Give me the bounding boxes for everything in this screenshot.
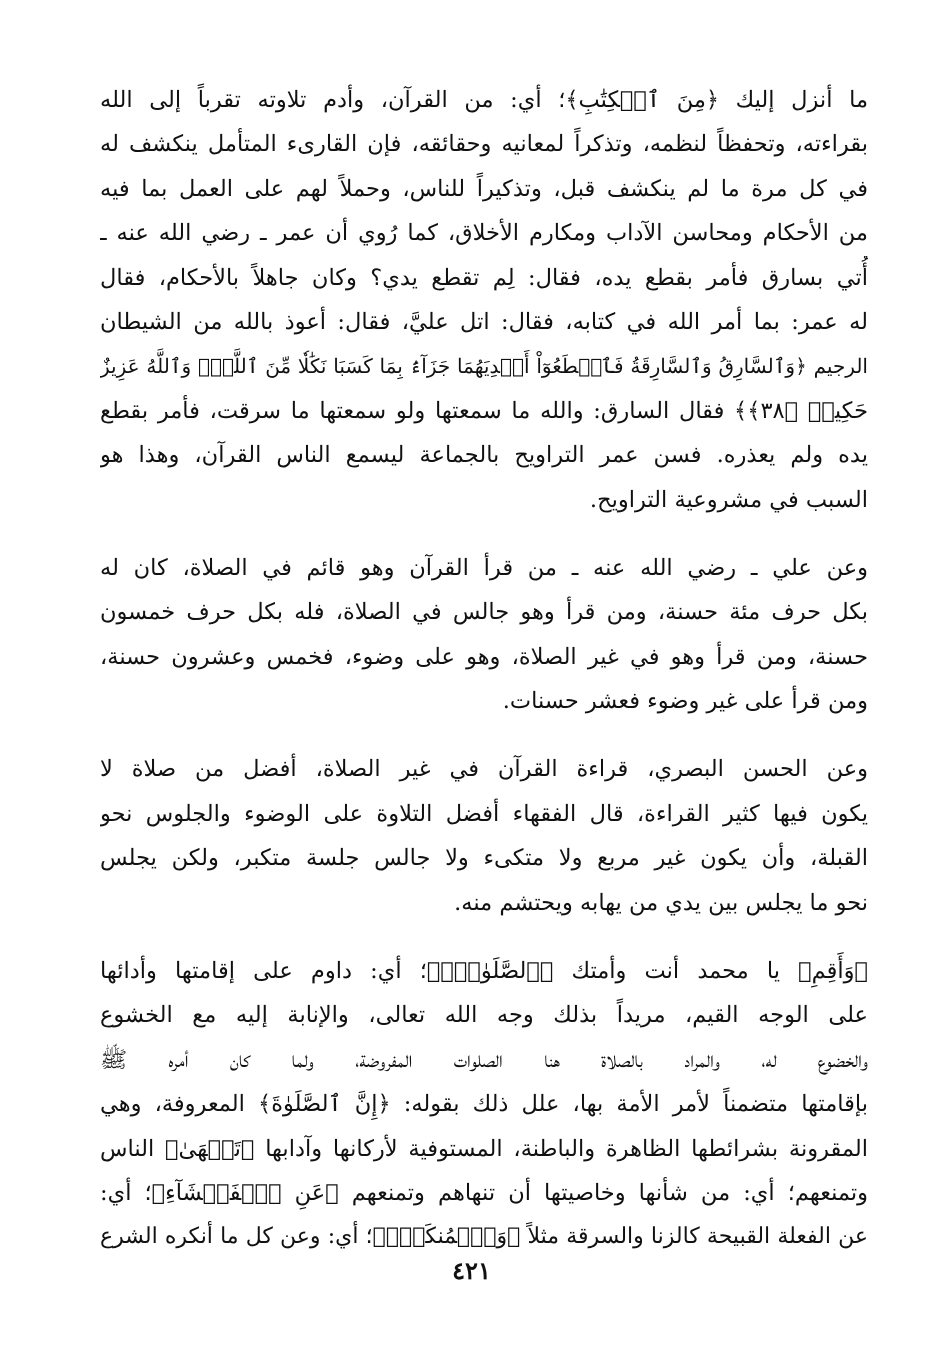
- paragraph-1: [100, 78, 868, 522]
- text-line: وتمنعهم؛ أي: من شأنها وخاصيتها أن تنهاهم وتمنعهم ﴿عَنِ ٱلۡفَحۡشَآءِ﴾؛ أي:: [100, 1179, 868, 1206]
- text-line: يكون فيها كثير القراءة، قال الفقهاء أفضل التلاوة على الوضوء والجلوس نحو: [100, 800, 868, 827]
- page-number: ٤٢١: [452, 1256, 491, 1285]
- paragraph-gap: [100, 925, 868, 949]
- text-line: بإقامتها متضمناً لأمر الأمة بها، علل ذلك بقوله: ﴿إِنَّ ٱلصَّلَوٰةَ﴾ المعروفة، وهي: [100, 1091, 868, 1118]
- page-body: [100, 78, 868, 1260]
- paragraph-gap: [100, 723, 868, 747]
- text-line: على الوجه القيم، مريداً بذلك وجه الله تعالى، والإنابة إليه مع الخشوع: [100, 1002, 868, 1029]
- text-line: أُتي بسارق فأمر بقطع يده، فقال: لِم تقطع يدي؟ وكان جاهلاً بالأحكام، فقال: [100, 264, 868, 291]
- text-line: ما أنزل إليك ﴿مِنَ ٱلۡكِتَٰبِ﴾؛ أي: من القرآن، وأدم تلاوته تقرباً إلى الله: [100, 87, 868, 113]
- text-line: بقراءته، وتحفظاً لنظمه، وتذكراً لمعانيه وحقائقه، فإن القارىء المتأمل ينكشف له: [100, 131, 868, 158]
- text-line: له عمر: بما أمر الله في كتابه، فقال: اتل عليَّ، فقال: أعوذ بالله من الشيطان: [100, 308, 868, 335]
- text-line: وعن علي ـ رضي الله عنه ـ من قرأ القرآن وهو قائم في الصلاة، كان له: [100, 554, 868, 581]
- text-line: ﴿وَأَقِمِ﴾ يا محمد أنت وأمتك ﴿ٱلصَّلَوٰةَۖ﴾؛ أي: داوم على إقامتها وأدائها: [100, 958, 868, 985]
- text-line: عن الفعلة القبيحة كالزنا والسرقة مثلاً ﴿وَٱلۡمُنكَرِۗ﴾؛ أي: وعن كل ما أنكره الشرع: [100, 1224, 868, 1250]
- text-line: ومن قرأ على غير وضوء فعشر حسنات.: [502, 688, 868, 715]
- text-line: يده ولم يعذره. فسن عمر التراويح بالجماعة ليسمع الناس القرآن، وهذا هو: [100, 442, 868, 469]
- quran-verse-line: الرجيم ﴿وَٱلسَّارِقُ وَٱلسَّارِقَةُ فَٱقۡطَعُوٓاْ أَيۡدِيَهُمَا جَزَآءَۢ بِمَا كَسَبَا نَكَٰلٗا مِّنَ ٱللَّهِۗ وَٱللَّهُ عَزِيزٌ: [100, 354, 868, 379]
- paragraph-gap: [100, 522, 868, 546]
- text-line: المقرونة بشرائطها الظاهرة والباطنة، المستوفية لأركانها وآدابها ﴿تَنۡهَىٰ﴾ الناس: [100, 1135, 868, 1162]
- text-line: القبلة، وأن يكون غير مربع ولا متكىء ولا جالس جلسة متكبر، ولكن يجلس: [100, 845, 868, 872]
- quran-verse-line: حَكِيمٞ ﴿٣٨﴾﴾ فقال السارق: والله ما سمعتها ولو سمعتها ما سرقت، فأمر بقطع: [100, 397, 868, 424]
- text-line: والخضوع له، والمراد بالصلاة هنا الصلوات المفروضة، ولما كان أمره ﷺ: [100, 1046, 868, 1073]
- paragraph-2: [100, 546, 868, 724]
- text-line: في كل مرة ما لم ينكشف قبل، وتذكيراً للناس، وحملاً لهم على العمل بما فيه: [100, 175, 868, 202]
- text-line: نحو ما يجلس بين يدي من يهابه ويحتشم منه.: [454, 889, 868, 916]
- text-line: وعن الحسن البصري، قراءة القرآن في غير الصلاة، أفضل من صلاة لا: [100, 756, 868, 783]
- text-line: السبب في مشروعية التراويح.: [589, 486, 868, 513]
- text-line: من الأحكام ومحاسن الآداب ومكارم الأخلاق، كما رُوي أن عمر ـ رضي الله عنه ـ: [100, 220, 868, 247]
- paragraph-3: [100, 747, 868, 925]
- text-line: حسنة، ومن قرأ وهو في غير الصلاة، وهو على وضوء، فخمس وعشرون حسنة،: [100, 643, 868, 670]
- paragraph-4: [100, 949, 868, 1260]
- text-line: بكل حرف مئة حسنة، ومن قرأ وهو جالس في الصلاة، فله بكل حرف خمسون: [100, 599, 868, 626]
